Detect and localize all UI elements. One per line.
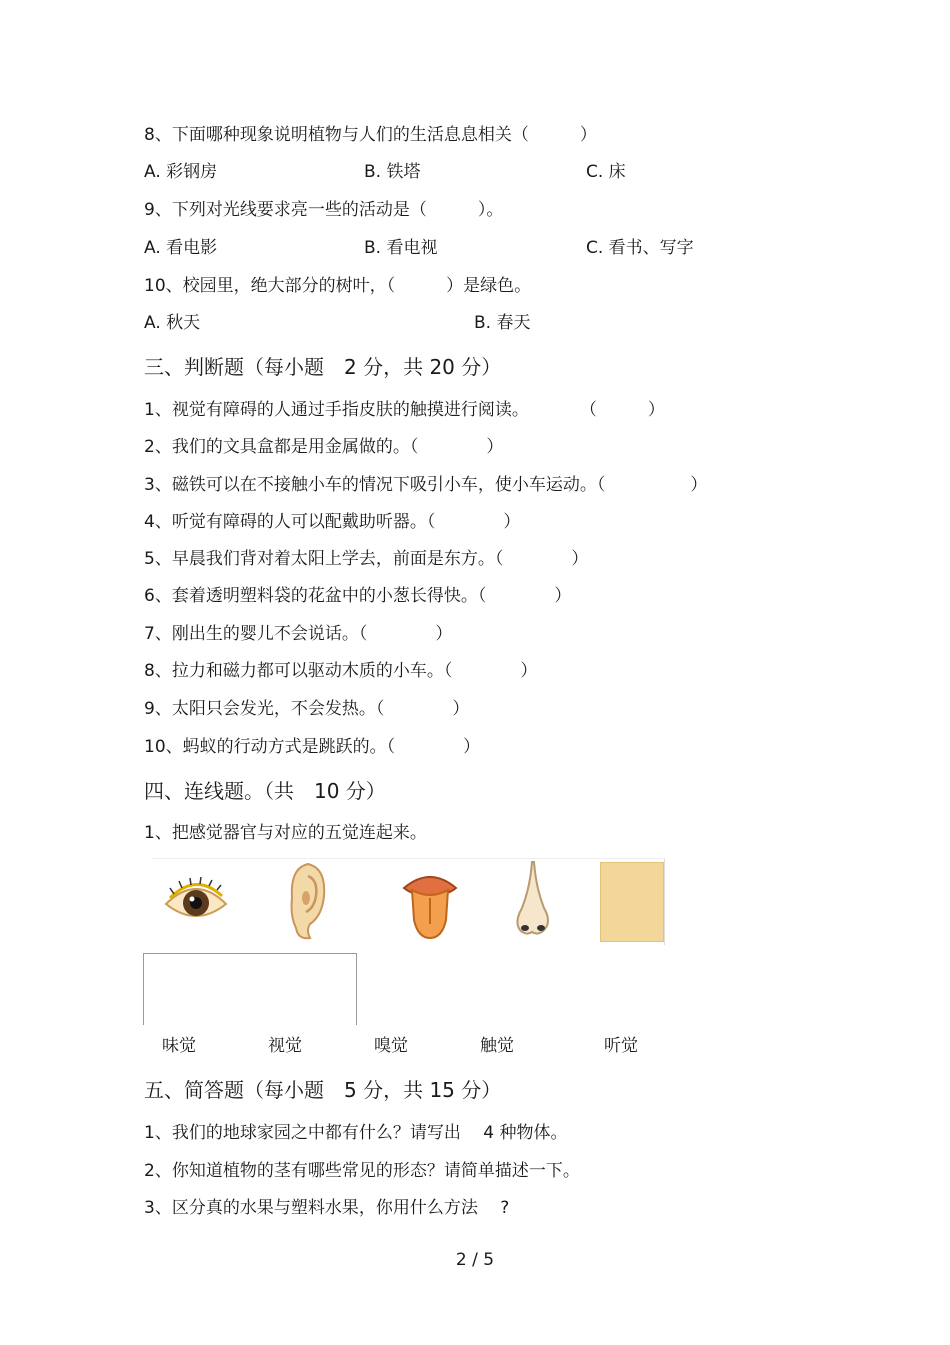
q9-option-c: C. 看书、写字 [586,238,694,258]
short-answer-item: 1、我们的地球家园之中都有什么？请写出 4 种物体。 [144,1123,568,1143]
judgement-item: 2、我们的文具盒都是用金属做的。（ ） [144,437,504,457]
q10-option-a: A. 秋天 [144,313,201,333]
matching-box [143,953,357,1025]
sense-label-smell: 嗅觉 [374,1036,408,1056]
judgement-item: 5、早晨我们背对着太阳上学去，前面是东方。（ ） [144,549,589,569]
sense-label-taste: 味觉 [162,1036,196,1056]
judgement-item: 6、套着透明塑料袋的花盆中的小葱长得快。（ ） [144,586,572,606]
page-number: 2 / 5 [455,1250,495,1270]
q10-option-b: B. 春天 [474,313,531,333]
judgement-item: 10、蚂蚁的行动方式是跳跃的。（ ） [144,737,481,757]
q8-option-c: C. 床 [586,162,626,182]
section-3-heading: 三、判断题（每小题 2 分，共 20 分） [144,355,502,379]
skin-patch-icon [600,862,664,942]
matching-question: 1、把感觉器官与对应的五觉连起来。 [144,823,427,843]
question-9: 9、下列对光线要求亮一些的活动是（ ）。 [144,200,504,220]
ear-icon [280,858,330,944]
question-8: 8、下面哪种现象说明植物与人们的生活息息相关（ ） [144,125,597,145]
mouth-icon [398,858,462,944]
judgement-item: 3、磁铁可以在不接触小车的情况下吸引小车，使小车运动。（ ） [144,475,708,495]
short-answer-item: 3、区分真的水果与塑料水果，你用什么方法 ? [144,1198,510,1218]
q8-option-a: A. 彩钢房 [144,162,218,182]
nose-icon [508,858,558,944]
judgement-item: 9、太阳只会发光，不会发热。（ ） [144,699,470,719]
section-5-heading: 五、简答题（每小题 5 分，共 15 分） [144,1078,502,1102]
sense-label-touch: 触觉 [480,1036,514,1056]
sense-label-hearing: 听觉 [604,1036,638,1056]
section-4-heading: 四、连线题。（共 10 分） [144,779,386,803]
q9-option-b: B. 看电视 [364,238,438,258]
judgement-item: 1、视觉有障碍的人通过手指皮肤的触摸进行阅读。 （ ） [144,400,665,420]
short-answer-item: 2、你知道植物的茎有哪些常见的形态？请简单描述一下。 [144,1161,580,1181]
eye-icon [160,858,232,944]
q9-option-a: A. 看电影 [144,238,218,258]
sense-label-sight: 视觉 [268,1036,302,1056]
judgement-item: 8、拉力和磁力都可以驱动木质的小车。（ ） [144,661,538,681]
question-10: 10、校园里，绝大部分的树叶，（ ）是绿色。 [144,276,532,296]
q8-option-b: B. 铁塔 [364,162,421,182]
judgement-item: 7、刚出生的婴儿不会说话。（ ） [144,624,453,644]
judgement-item: 4、听觉有障碍的人可以配戴助听器。（ ） [144,512,521,532]
